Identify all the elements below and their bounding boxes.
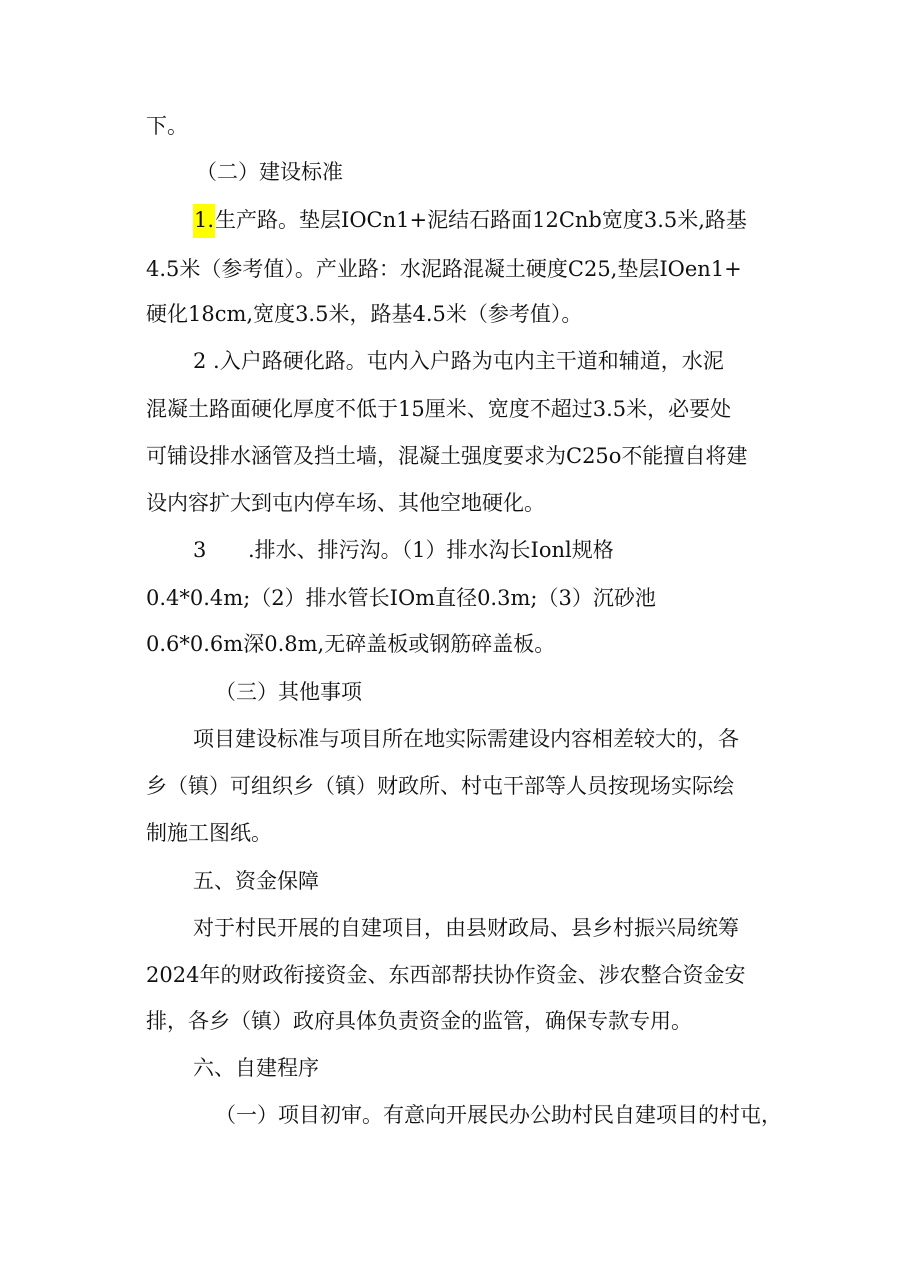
highlighted-number: 1. [193, 204, 215, 238]
text-line: 混凝土路面硬化厚度不低于15厘米、宽度不超过3.5米，必要处 [146, 397, 732, 421]
text-line [193, 205, 747, 235]
text-line: 乡（镇）可组织乡（镇）财政所、村屯干部等人员按现场实际绘 [146, 774, 734, 798]
text-line: .排水、排污沟。（1）排水沟长Ionl规格 [248, 538, 614, 562]
text-line: 对于村民开展的自建项目，由县财政局、县乡村振兴局统筹 [193, 916, 739, 940]
text-line: 可铺设排水涵管及挡土墙，混凝土强度要求为C25o不能擅自将建 [146, 444, 748, 468]
text-line: （一）项目初审。有意向开展民办公助村民自建项目的村屯， [215, 1103, 782, 1127]
text-line: 设内容扩大到屯内停车场、其他空地硬化。 [146, 491, 545, 515]
text-line: 2024年的财政衔接资金、东西部帮扶协作资金、涉农整合资金安 [146, 963, 746, 987]
text-line: 项目建设标准与项目所在地实际需建设内容相差较大的，各 [193, 727, 739, 751]
section-heading: 六、自建程序 [193, 1056, 319, 1080]
text-line: 硬化18cm,宽度3.5米，路基4.5米（参考值）。 [146, 302, 583, 326]
text-line: 4.5米（参考值）。产业路：水泥路混凝土硬度C25,垫层IOen1+ [146, 257, 742, 281]
section-heading: 五、资金保障 [193, 869, 319, 893]
list-number: 3 [193, 538, 207, 562]
text-line: 下。 [146, 114, 188, 138]
text-line: 排，各乡（镇）政府具体负责资金的监管，确保专款专用。 [146, 1009, 692, 1033]
text-line: 制施工图纸。 [146, 821, 272, 845]
text-line: 2 .入户路硬化路。屯内入户路为屯内主干道和辅道，水泥 [193, 349, 724, 373]
line-text: 生产路。垫层IOCn1+泥结石路面12Cnb宽度3.5米,路基 [215, 208, 747, 232]
text-line: 0.4*0.4m;（2）排水管长IOm直径0.3m;（3）沉砂池 [146, 586, 656, 610]
section-heading: （三）其他事项 [215, 680, 362, 704]
text-line: 0.6*0.6m深0.8m,无碎盖板或钢筋碎盖板。 [146, 632, 556, 656]
section-heading: （二）建设标准 [196, 160, 343, 184]
